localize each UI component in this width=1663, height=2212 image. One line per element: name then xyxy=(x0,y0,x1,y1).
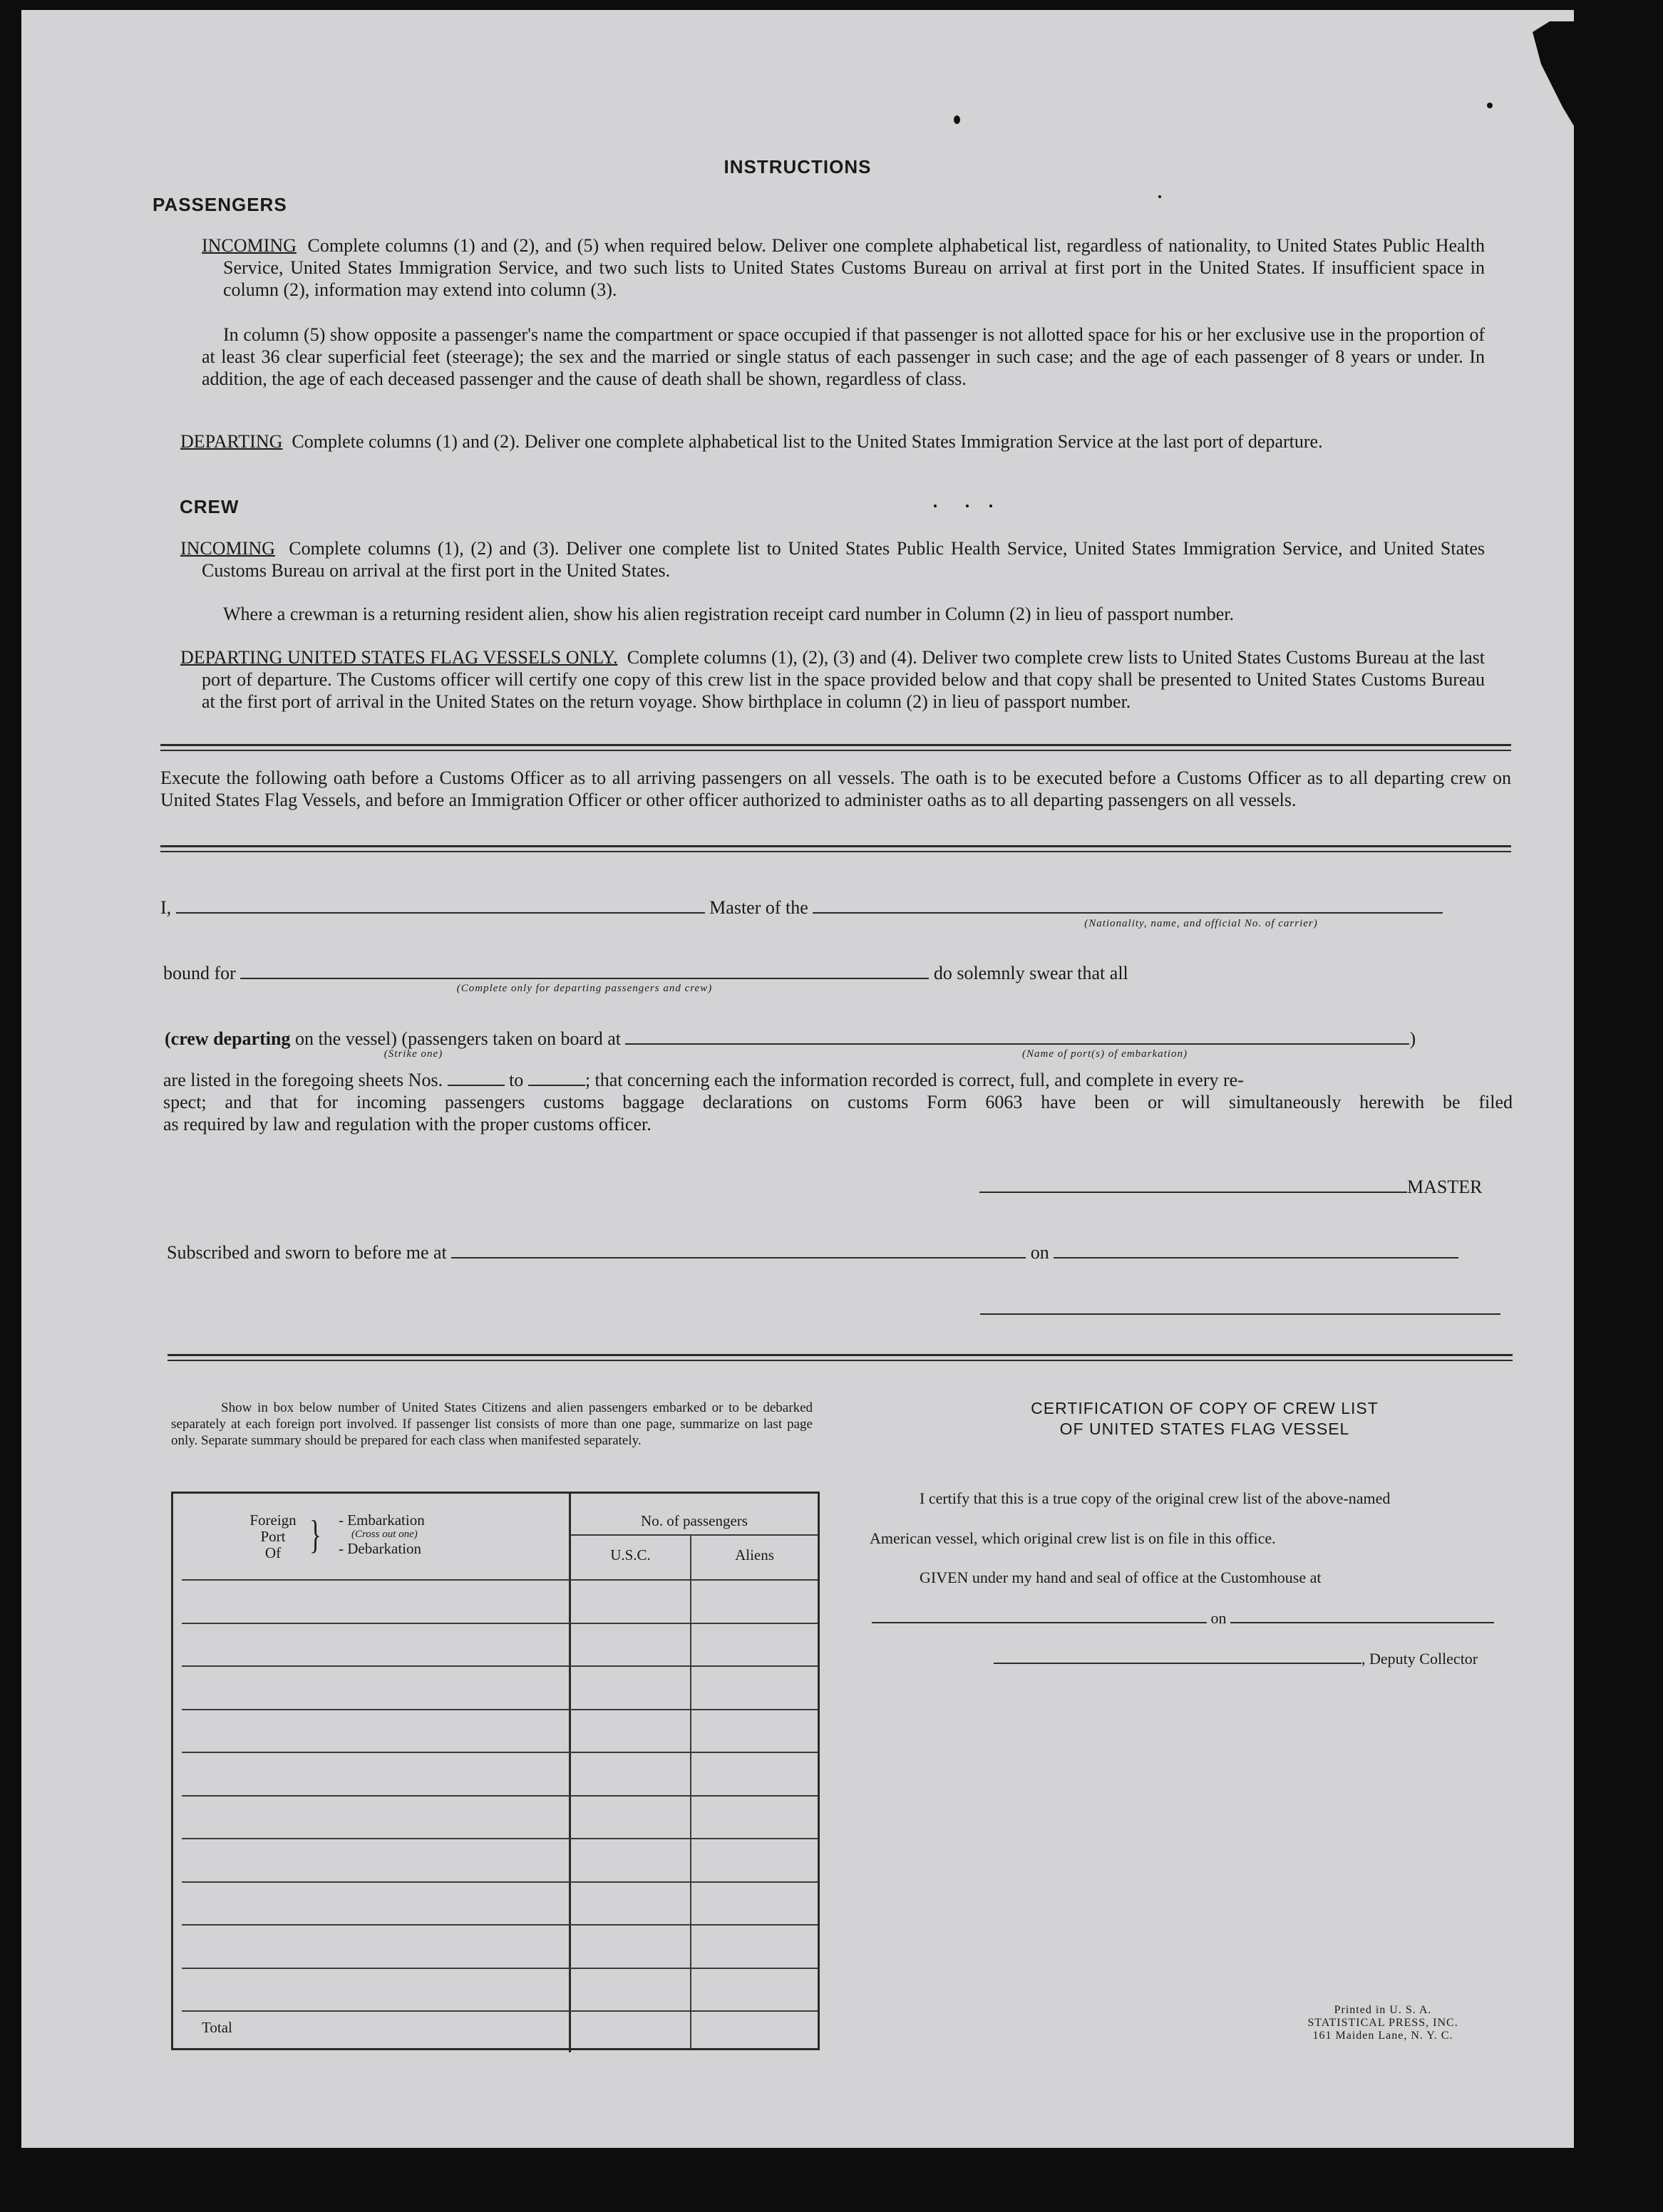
usc-header: U.S.C. xyxy=(610,1546,651,1564)
summary-instructions: Show in box below number of United States Citizens and alien passengers embarked or to be debarked separately at each foreign port involved. If passenger list consists of more than one page, summarize on last page only. Separate summary should be prepared for each class when manifested separately. xyxy=(171,1400,813,1448)
crew-resident-alien-instruction: Where a crewman is a returning resident alien, show his alien registration receipt card number in Column (2) in lieu of passport number. xyxy=(223,604,1235,624)
master-name-field[interactable] xyxy=(176,896,705,914)
table-row[interactable] xyxy=(182,1796,818,1837)
sheets-label: are listed in the foregoing sheets Nos. xyxy=(163,1070,443,1090)
passenger-summary-box xyxy=(171,1492,820,2050)
oath-introduction: Execute the following oath before a Customs Officer as to all arriving passengers on all vessels. The oath is to be executed before a Customs Officer as to all departing crew on United States Flag Vessels, and before an Immigration Officer or other officer authorized to administer oaths as to all departing passengers on all vessels. xyxy=(160,768,1511,810)
customhouse-line xyxy=(872,1608,1494,1628)
deputy-collector-label: , Deputy Collector xyxy=(1361,1650,1478,1668)
carrier-field[interactable] xyxy=(813,896,1443,914)
table-row-line xyxy=(182,2010,818,2012)
crew-departing-text: Complete columns (1), (2), (3) and (4). Deliver two complete crew lists to United States Customs Bureau at the last port of departure. The Customs officer will certify one copy of this crew list in the space provided below and that copy shall be presented to United States Customs Bureau at the first port of arrival in the United States on the return voyage. Show birthplace in column (2) in lieu of passport number. xyxy=(202,647,1486,712)
table-row[interactable] xyxy=(182,1968,818,2010)
oath-line-3: as required by law and regulation with the proper customs officer. xyxy=(163,1114,652,1135)
close-paren: ) xyxy=(1409,1028,1416,1049)
header-rule xyxy=(571,1534,818,1536)
passengers-heading: PASSENGERS xyxy=(153,194,287,215)
passengers-incoming-instruction xyxy=(202,234,1485,301)
port-hint: (Name of port(s) of embarkation) xyxy=(1022,1048,1188,1060)
ink-speck xyxy=(954,115,960,124)
divider xyxy=(168,1354,1513,1356)
table-row[interactable] xyxy=(182,1753,818,1794)
carrier-hint: (Nationality, name, and official No. of carrier) xyxy=(1084,918,1318,929)
certification-title-line1: CERTIFICATION OF COPY OF CREW LIST xyxy=(1031,1399,1379,1417)
ink-speck xyxy=(989,505,992,507)
bound-hint: (Complete only for departing passengers and crew) xyxy=(456,983,713,994)
port-label: Port xyxy=(260,1528,286,1545)
master-signature-field[interactable] xyxy=(979,1176,1407,1193)
ink-speck xyxy=(1487,103,1493,108)
customhouse-place-field[interactable] xyxy=(872,1609,1207,1623)
table-row[interactable] xyxy=(182,1623,818,1665)
cross-out-hint: (Cross out one) xyxy=(351,1529,418,1540)
printer-line3: 161 Maiden Lane, N. Y. C. xyxy=(1312,2030,1453,2042)
passengers-incoming-label: INCOMING xyxy=(202,235,297,256)
given-line: GIVEN under my hand and seal of office at the Customhouse at xyxy=(920,1568,1322,1586)
passengers-taken-option[interactable]: (passengers taken on board at xyxy=(401,1028,621,1049)
customhouse-on-label: on xyxy=(1210,1609,1227,1627)
brace-icon: } xyxy=(309,1513,321,1557)
aliens-header: Aliens xyxy=(735,1546,774,1564)
total-label: Total xyxy=(202,2019,232,2036)
form-page xyxy=(21,10,1574,2148)
table-row[interactable] xyxy=(182,1710,818,1751)
crew-incoming-text: Complete columns (1), (2) and (3). Deliver one complete list to United States Public Health Service, United States Immigration Service, and United States Customs Bureau on arrival at the first port in the United States. xyxy=(202,538,1485,581)
table-row[interactable] xyxy=(182,1667,818,1708)
passengers-departing-text: Complete columns (1) and (2). Deliver one complete alphabetical list to the United States Immigration Service at the last port of departure. xyxy=(292,431,1323,452)
divider xyxy=(160,750,1511,751)
sheet-from-field[interactable] xyxy=(448,1069,505,1086)
passengers-column5-instruction: In column (5) show opposite a passenger's name the compartment or space occupied if that passenger is not allotted space for his or her exclusive use in the proportion of at least 36 clear superficial feet (steerage); the sex and the married or single status of each passenger in such case; and the age of each passenger of 8 years or under. In addition, the age of each deceased passenger and the cause of death shall be shown, regardless of class. xyxy=(202,324,1485,389)
certify-line1: I certify that this is a true copy of the original crew list of the above-named xyxy=(920,1489,1391,1507)
on-the-vessel-label: on the vessel) xyxy=(294,1028,397,1049)
officer-signature-field[interactable] xyxy=(980,1313,1500,1315)
sheets-statement: ; that concerning each the information recorded is correct, full, and complete in every re- xyxy=(585,1070,1244,1090)
divider xyxy=(160,845,1511,847)
customhouse-date-field[interactable] xyxy=(1230,1609,1494,1623)
instructions-title: INSTRUCTIONS xyxy=(724,156,872,177)
printer-imprint xyxy=(1290,2004,1476,2042)
deputy-collector-line xyxy=(994,1649,1478,1668)
certify-line2: American vessel, which original crew list is on file in this office. xyxy=(870,1529,1276,1547)
embarkation-option[interactable]: - Embarkation xyxy=(339,1511,425,1529)
strike-hint: (Strike one) xyxy=(383,1048,443,1060)
table-row[interactable] xyxy=(182,1839,818,1881)
master-label: MASTER xyxy=(1407,1177,1483,1197)
table-row[interactable] xyxy=(182,1882,818,1923)
divider xyxy=(160,851,1511,852)
subscribed-label: Subscribed and sworn to before me at xyxy=(167,1242,447,1263)
table-row[interactable] xyxy=(182,1926,818,1967)
master-signature-line xyxy=(979,1176,1482,1198)
sheet-to-field[interactable] xyxy=(528,1069,585,1086)
oath-i-label: I, xyxy=(160,897,172,918)
ink-speck xyxy=(934,505,937,507)
passengers-departing-instruction xyxy=(180,430,1485,453)
divider xyxy=(168,1360,1513,1361)
oath-line-2: spect; and that for incoming passengers customs baggage declarations on customs Form 6063 have been or will simultaneously herewith be filed xyxy=(163,1092,1513,1112)
sworn-place-field[interactable] xyxy=(451,1241,1026,1259)
printer-line1: Printed in U. S. A. xyxy=(1334,2004,1432,2016)
subscribed-line xyxy=(167,1241,1458,1263)
oath-line-bound xyxy=(163,962,1128,984)
printer-line2: STATISTICAL PRESS, INC. xyxy=(1307,2017,1458,2029)
sworn-date-field[interactable] xyxy=(1054,1241,1458,1259)
debarkation-option[interactable]: - Debarkation xyxy=(339,1540,422,1557)
do-swear-label: do solemnly swear that all xyxy=(933,963,1128,983)
deputy-signature-field[interactable] xyxy=(994,1650,1361,1664)
crew-incoming-label: INCOMING xyxy=(180,538,275,559)
crew-departing-instruction xyxy=(180,646,1485,713)
passengers-departing-label: DEPARTING xyxy=(180,431,283,452)
sworn-on-label: on xyxy=(1030,1242,1049,1263)
bound-for-field[interactable] xyxy=(240,962,929,979)
certification-title-line2: OF UNITED STATES FLAG VESSEL xyxy=(1059,1420,1350,1438)
foreign-label: Foreign xyxy=(249,1511,297,1529)
passengers-incoming-text: Complete columns (1) and (2), and (5) when required below. Deliver one complete alphabetical list, regardless of nationality, to United States Public Health Service, United States Immigration Service, and two such lists to United States Customs Bureau on arrival at first port in the United States. If insufficient space in column (2), information may extend into column (3). xyxy=(223,235,1485,300)
oath-line-embarkation xyxy=(165,1028,1416,1050)
crew-departing-label: DEPARTING UNITED STATES FLAG VESSELS ONLY. xyxy=(180,647,618,668)
certification-title xyxy=(877,1398,1533,1440)
crew-incoming-instruction xyxy=(180,537,1485,582)
embarkation-port-field[interactable] xyxy=(625,1028,1409,1045)
table-row[interactable] xyxy=(182,1581,818,1622)
bound-for-label: bound for xyxy=(163,963,236,983)
embark-debark-options xyxy=(339,1512,425,1557)
ink-speck xyxy=(1158,195,1161,198)
no-of-passengers-header: No. of passengers xyxy=(641,1512,748,1529)
oath-line-sheets xyxy=(163,1069,1513,1091)
oath-line-master xyxy=(160,896,1443,919)
ink-speck xyxy=(966,505,969,507)
sheet-to-label: to xyxy=(509,1070,524,1090)
divider xyxy=(160,744,1511,746)
crew-departing-option[interactable]: (crew departing xyxy=(165,1028,291,1049)
master-of-the-label: Master of the xyxy=(709,897,808,918)
foreign-port-of-label xyxy=(237,1512,309,1561)
of-label: Of xyxy=(264,1544,282,1561)
crew-heading: CREW xyxy=(180,496,240,517)
